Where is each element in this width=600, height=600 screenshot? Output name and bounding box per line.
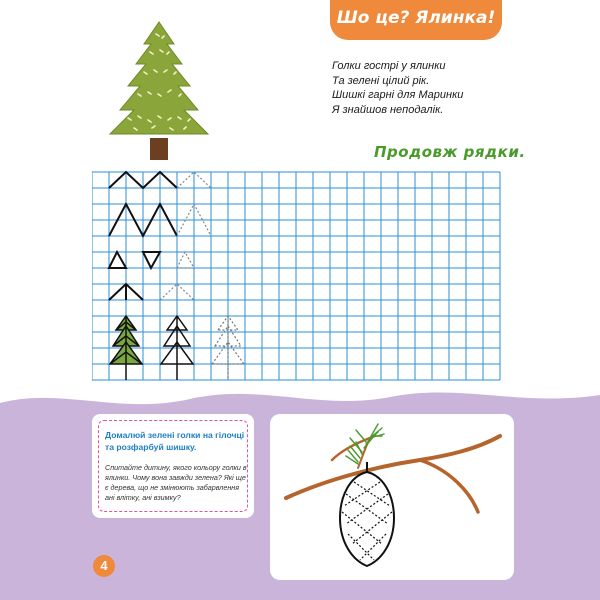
poem-line: Та зелені цілий рік. — [332, 74, 430, 87]
task-card — [92, 414, 254, 518]
poem-line: Голки гострі у ялинки — [332, 60, 446, 72]
triangle-pattern — [109, 252, 160, 268]
task-text: Домалюй зелені голки на гілочці та розфарбуй шишку. — [105, 430, 245, 452]
page-title: Шо це? Ялинка! — [330, 0, 502, 40]
tree-outline-pattern — [109, 284, 143, 300]
poem-line: Я знайшов неподалік. — [332, 103, 444, 116]
task-card-dashed-border — [98, 420, 248, 512]
drawing-card — [270, 414, 514, 580]
parent-note: Спитайте дитину, якого кольору голки в ялинки. Чому вона завжди зелена? Які ще є дерева, що не змінюють забарвлення ані влітку, ані взимку? — [105, 463, 247, 502]
grid-lines — [92, 172, 500, 380]
fir-tree-illustration — [104, 20, 214, 162]
poem-line: Шишкі гарні для Маринки — [332, 89, 464, 101]
branch-with-cone-illustration — [270, 414, 514, 580]
writing-grid — [92, 170, 502, 382]
poem — [332, 59, 463, 117]
triangle-trace — [177, 252, 194, 268]
page-number: 4 — [93, 555, 115, 577]
exercise-instruction: Продовж рядки. — [374, 143, 526, 161]
